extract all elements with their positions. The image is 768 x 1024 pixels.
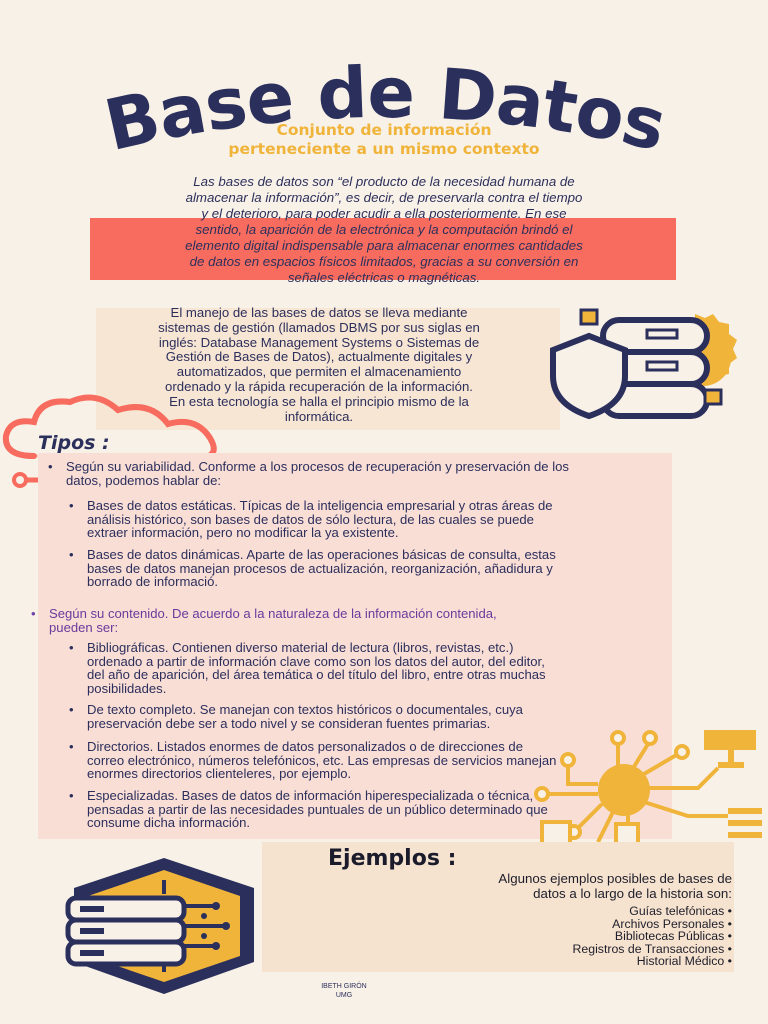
tipo-bibliograficas: • Bibliográficas. Contienen diverso material de lectura (libros, revistas, etc.) ordenado a partir de información clave como son los datos del autor, del editor, del año de aparición, del área temática o del título del libro, entre otras muchas posibilidades. [87,641,557,695]
list-item: Archivos Personales • [430,918,732,931]
database-shield-icon [545,300,757,420]
tipos-title: Tipos : [38,432,110,454]
ejemplos-list [430,905,732,968]
tipo-texto-completo: • De texto completo. Se manejan con textos históricos o documentales, cuya preservación debe ser a todo nivel y se consideran fuentes primarias. [87,703,557,730]
ejemplos-description: Algunos ejemplos posibles de bases de datos a lo largo de la historia son: [498,871,732,901]
list-item: Guías telefónicas • [430,905,732,918]
list-item: Registros de Transacciones • [430,943,732,956]
tipo-variabilidad: • Según su variabilidad. Conforme a los procesos de recuperación y preservación de los datos, podemos hablar de: [66,460,606,487]
list-item: Bibliotecas Públicas • [430,930,732,943]
author-credit: IBETH GIRÓN UMG [321,983,367,999]
ejemplos-title: Ejemplos : [328,846,457,871]
dbms-text: El manejo de las bases de datos se lleva mediante sistemas de gestión (llamados DBMS por sus siglas en inglés: Database Management Systems o Sistemas de Gestión de Bases de Datos), actualmente digitales y automatizados, que permiten el almacenamiento ordenado y la rápida recuperación de la información. En esta tecnología se halla el principio mismo de la informática. [158,305,480,424]
list-item: Historial Médico • [430,955,732,968]
tipo-dinamicas: • Bases de datos dinámicas. Aparte de las operaciones básicas de consulta, estas bases de datos manejan procesos de actualización, reorganización, añadidura y borrado de informació. [87,548,557,589]
circuit-icon [528,724,768,854]
subtitle-line-1: Conjunto de información [276,121,492,139]
tipo-directorios: • Directorios. Listados enormes de datos personalizados o de direcciones de correo electrónico, números telefónicos, etc. Las empresas de servicios manejan enormes directorios clienteleres, por ejemplo. [87,740,557,781]
tipo-especializadas: • Especializadas. Bases de datos de información hiperespecializada o técnica, pensadas a partir de las necesidades puntuales de un público determinado que consume dicha información. [87,789,557,830]
tipo-estaticas: • Bases de datos estáticas. Típicas de la inteligencia empresarial y otras áreas de análisis histórico, son bases de datos de sólo lectura, de las cuales se puede extraer información, pero no modificar la ya existente. [87,499,557,540]
svg-text:Base de Datos: Base de Datos [97,62,673,168]
intro-text: Las bases de datos son “el producto de la necesidad humana de almacenar la información”, es decir, de preservarla contra el tiempo y el deterioro, para poder acudir a ella posteriormente. En ese sentido, la aparición de la electrónica y la computación brindó el elemento digital indispensable para almacenar enormes cantidades de datos en espacios físicos limitados, gracias a su conversión en señales eléctricas o magnéticas. [185,174,583,285]
subtitle-line-2: perteneciente a un mismo contexto [228,140,540,158]
tipo-contenido: • Según su contenido. De acuerdo a la naturaleza de la información contenida, pueden ser: [49,607,519,634]
hexagon-server-icon [64,854,274,998]
